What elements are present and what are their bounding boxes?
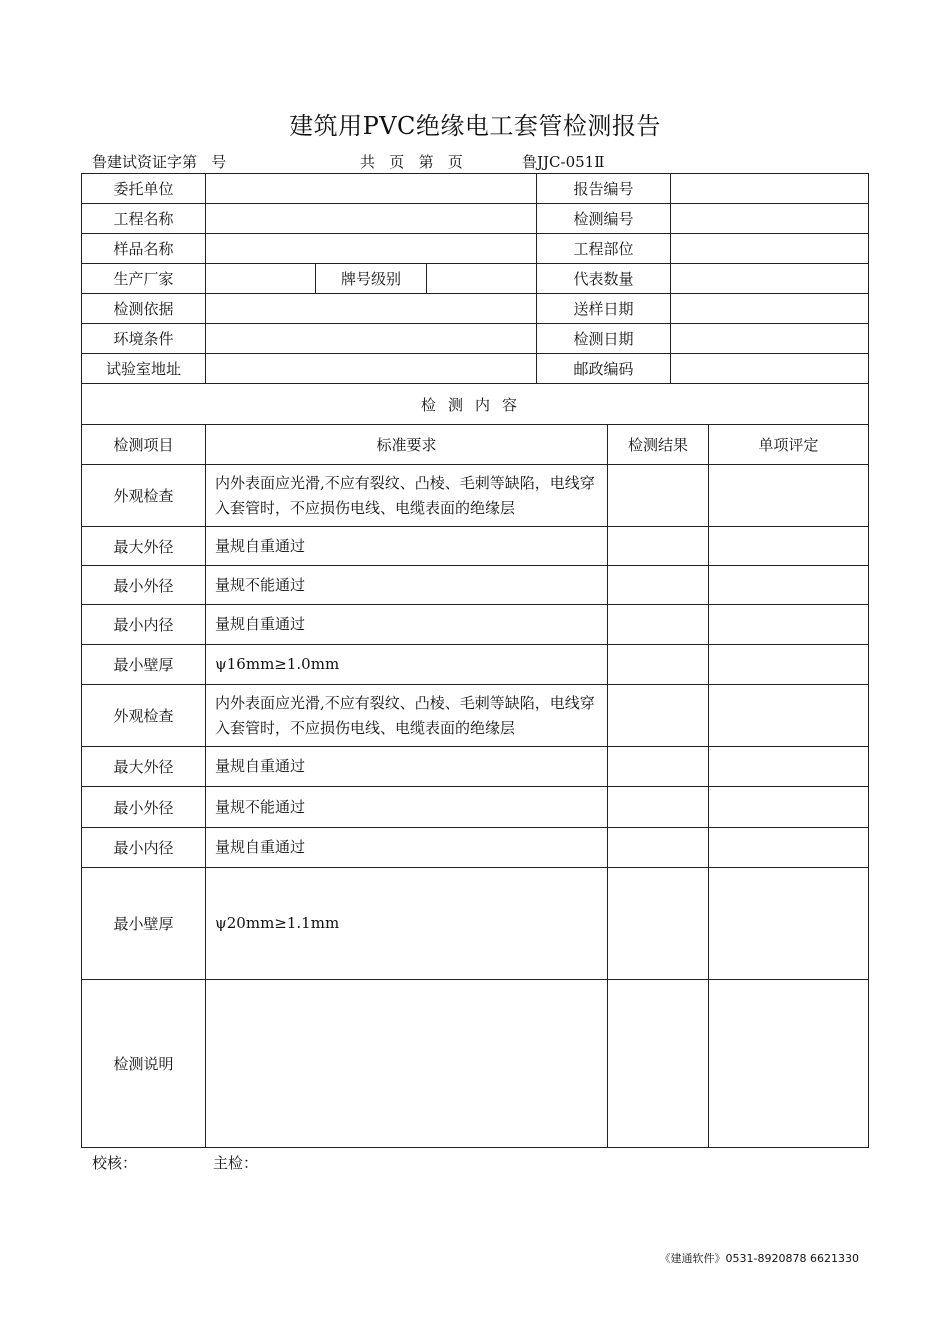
row-judgement[interactable]	[709, 828, 868, 868]
row-item: 最小外径	[82, 566, 206, 605]
project-value[interactable]	[206, 204, 537, 234]
row-result[interactable]	[608, 566, 709, 605]
basis-value[interactable]	[206, 294, 537, 324]
row-result[interactable]	[608, 685, 709, 747]
row-standard: 量规自重通过	[206, 828, 608, 868]
submit-date-value[interactable]	[671, 294, 868, 324]
col-result-header: 检测结果	[608, 425, 709, 465]
location-value[interactable]	[671, 234, 868, 264]
row-item: 外观检查	[82, 465, 206, 527]
checker-label: 校核：	[92, 1154, 138, 1172]
report-table	[81, 173, 869, 1148]
quantity-label: 代表数量	[537, 264, 671, 294]
row-item: 最大外径	[82, 747, 206, 787]
remarks-judgement[interactable]	[709, 980, 868, 1147]
page-count: 共 页 第 页	[360, 153, 463, 171]
postcode-label: 邮政编码	[537, 354, 671, 384]
report-no-value[interactable]	[671, 174, 868, 204]
col-standard-header: 标准要求	[206, 425, 608, 465]
row-standard: 内外表面应光滑,不应有裂纹、凸棱、毛刺等缺陷，电线穿入套管时，不应损伤电线、电缆表面的绝缘层	[206, 465, 608, 527]
project-label: 工程名称	[82, 204, 206, 234]
cert-number: 鲁建试资证字第 号	[92, 153, 227, 171]
row-item: 外观检查	[82, 685, 206, 747]
row-item: 最大外径	[82, 527, 206, 566]
report-no-label: 报告编号	[537, 174, 671, 204]
section-title-text: 检测内容	[420, 395, 529, 414]
col-judgement-header: 单项评定	[709, 425, 868, 465]
quantity-value[interactable]	[671, 264, 868, 294]
row-result[interactable]	[608, 645, 709, 685]
brand-grade-value[interactable]	[427, 264, 537, 294]
row-standard: 量规自重通过	[206, 527, 608, 566]
form-code: 鲁JJC-051Ⅱ	[522, 153, 605, 171]
remarks-result[interactable]	[608, 980, 709, 1147]
lab-address-value[interactable]	[206, 354, 537, 384]
remarks-standard[interactable]	[206, 980, 608, 1147]
software-credit: 《建通软件》0531-8920878 6621330	[659, 1252, 859, 1265]
row-result[interactable]	[608, 828, 709, 868]
sample-value[interactable]	[206, 234, 537, 264]
test-no-label: 检测编号	[537, 204, 671, 234]
row-judgement[interactable]	[709, 787, 868, 828]
row-standard: ψ16mm≥1.0mm	[206, 645, 608, 685]
test-date-label: 检测日期	[537, 324, 671, 354]
report-title: 建筑用PVC绝缘电工套管检测报告	[289, 112, 661, 140]
row-standard: 量规不能通过	[206, 566, 608, 605]
row-standard: 量规不能通过	[206, 787, 608, 828]
row-item: 最小壁厚	[82, 868, 206, 980]
row-judgement[interactable]	[709, 868, 868, 980]
row-standard: 量规自重通过	[206, 747, 608, 787]
row-standard: 量规自重通过	[206, 605, 608, 645]
section-title	[82, 384, 868, 425]
row-result[interactable]	[608, 527, 709, 566]
row-judgement[interactable]	[709, 527, 868, 566]
row-result[interactable]	[608, 465, 709, 527]
test-date-value[interactable]	[671, 324, 868, 354]
row-judgement[interactable]	[709, 566, 868, 605]
row-standard: 内外表面应光滑,不应有裂纹、凸棱、毛刺等缺陷，电线穿入套管时，不应损伤电线、电缆表面的绝缘层	[206, 685, 608, 747]
sample-label: 样品名称	[82, 234, 206, 264]
client-label: 委托单位	[82, 174, 206, 204]
col-item-header: 检测项目	[82, 425, 206, 465]
test-no-value[interactable]	[671, 204, 868, 234]
manufacturer-value[interactable]	[206, 264, 316, 294]
manufacturer-label: 生产厂家	[82, 264, 206, 294]
postcode-value[interactable]	[671, 354, 868, 384]
lab-address-label: 试验室地址	[82, 354, 206, 384]
row-item: 最小内径	[82, 828, 206, 868]
row-item: 最小外径	[82, 787, 206, 828]
brand-grade-label: 牌号级别	[316, 264, 427, 294]
row-standard: ψ20mm≥1.1mm	[206, 868, 608, 980]
row-judgement[interactable]	[709, 645, 868, 685]
remarks-label: 检测说明	[82, 980, 206, 1147]
environment-value[interactable]	[206, 324, 537, 354]
row-item: 最小内径	[82, 605, 206, 645]
submit-date-label: 送样日期	[537, 294, 671, 324]
basis-label: 检测依据	[82, 294, 206, 324]
row-result[interactable]	[608, 605, 709, 645]
row-judgement[interactable]	[709, 465, 868, 527]
row-judgement[interactable]	[709, 685, 868, 747]
row-result[interactable]	[608, 747, 709, 787]
location-label: 工程部位	[537, 234, 671, 264]
row-item: 最小壁厚	[82, 645, 206, 685]
inspector-label: 主检：	[213, 1154, 259, 1172]
client-value[interactable]	[206, 174, 537, 204]
environment-label: 环境条件	[82, 324, 206, 354]
row-result[interactable]	[608, 787, 709, 828]
row-judgement[interactable]	[709, 605, 868, 645]
row-result[interactable]	[608, 868, 709, 980]
row-judgement[interactable]	[709, 747, 868, 787]
